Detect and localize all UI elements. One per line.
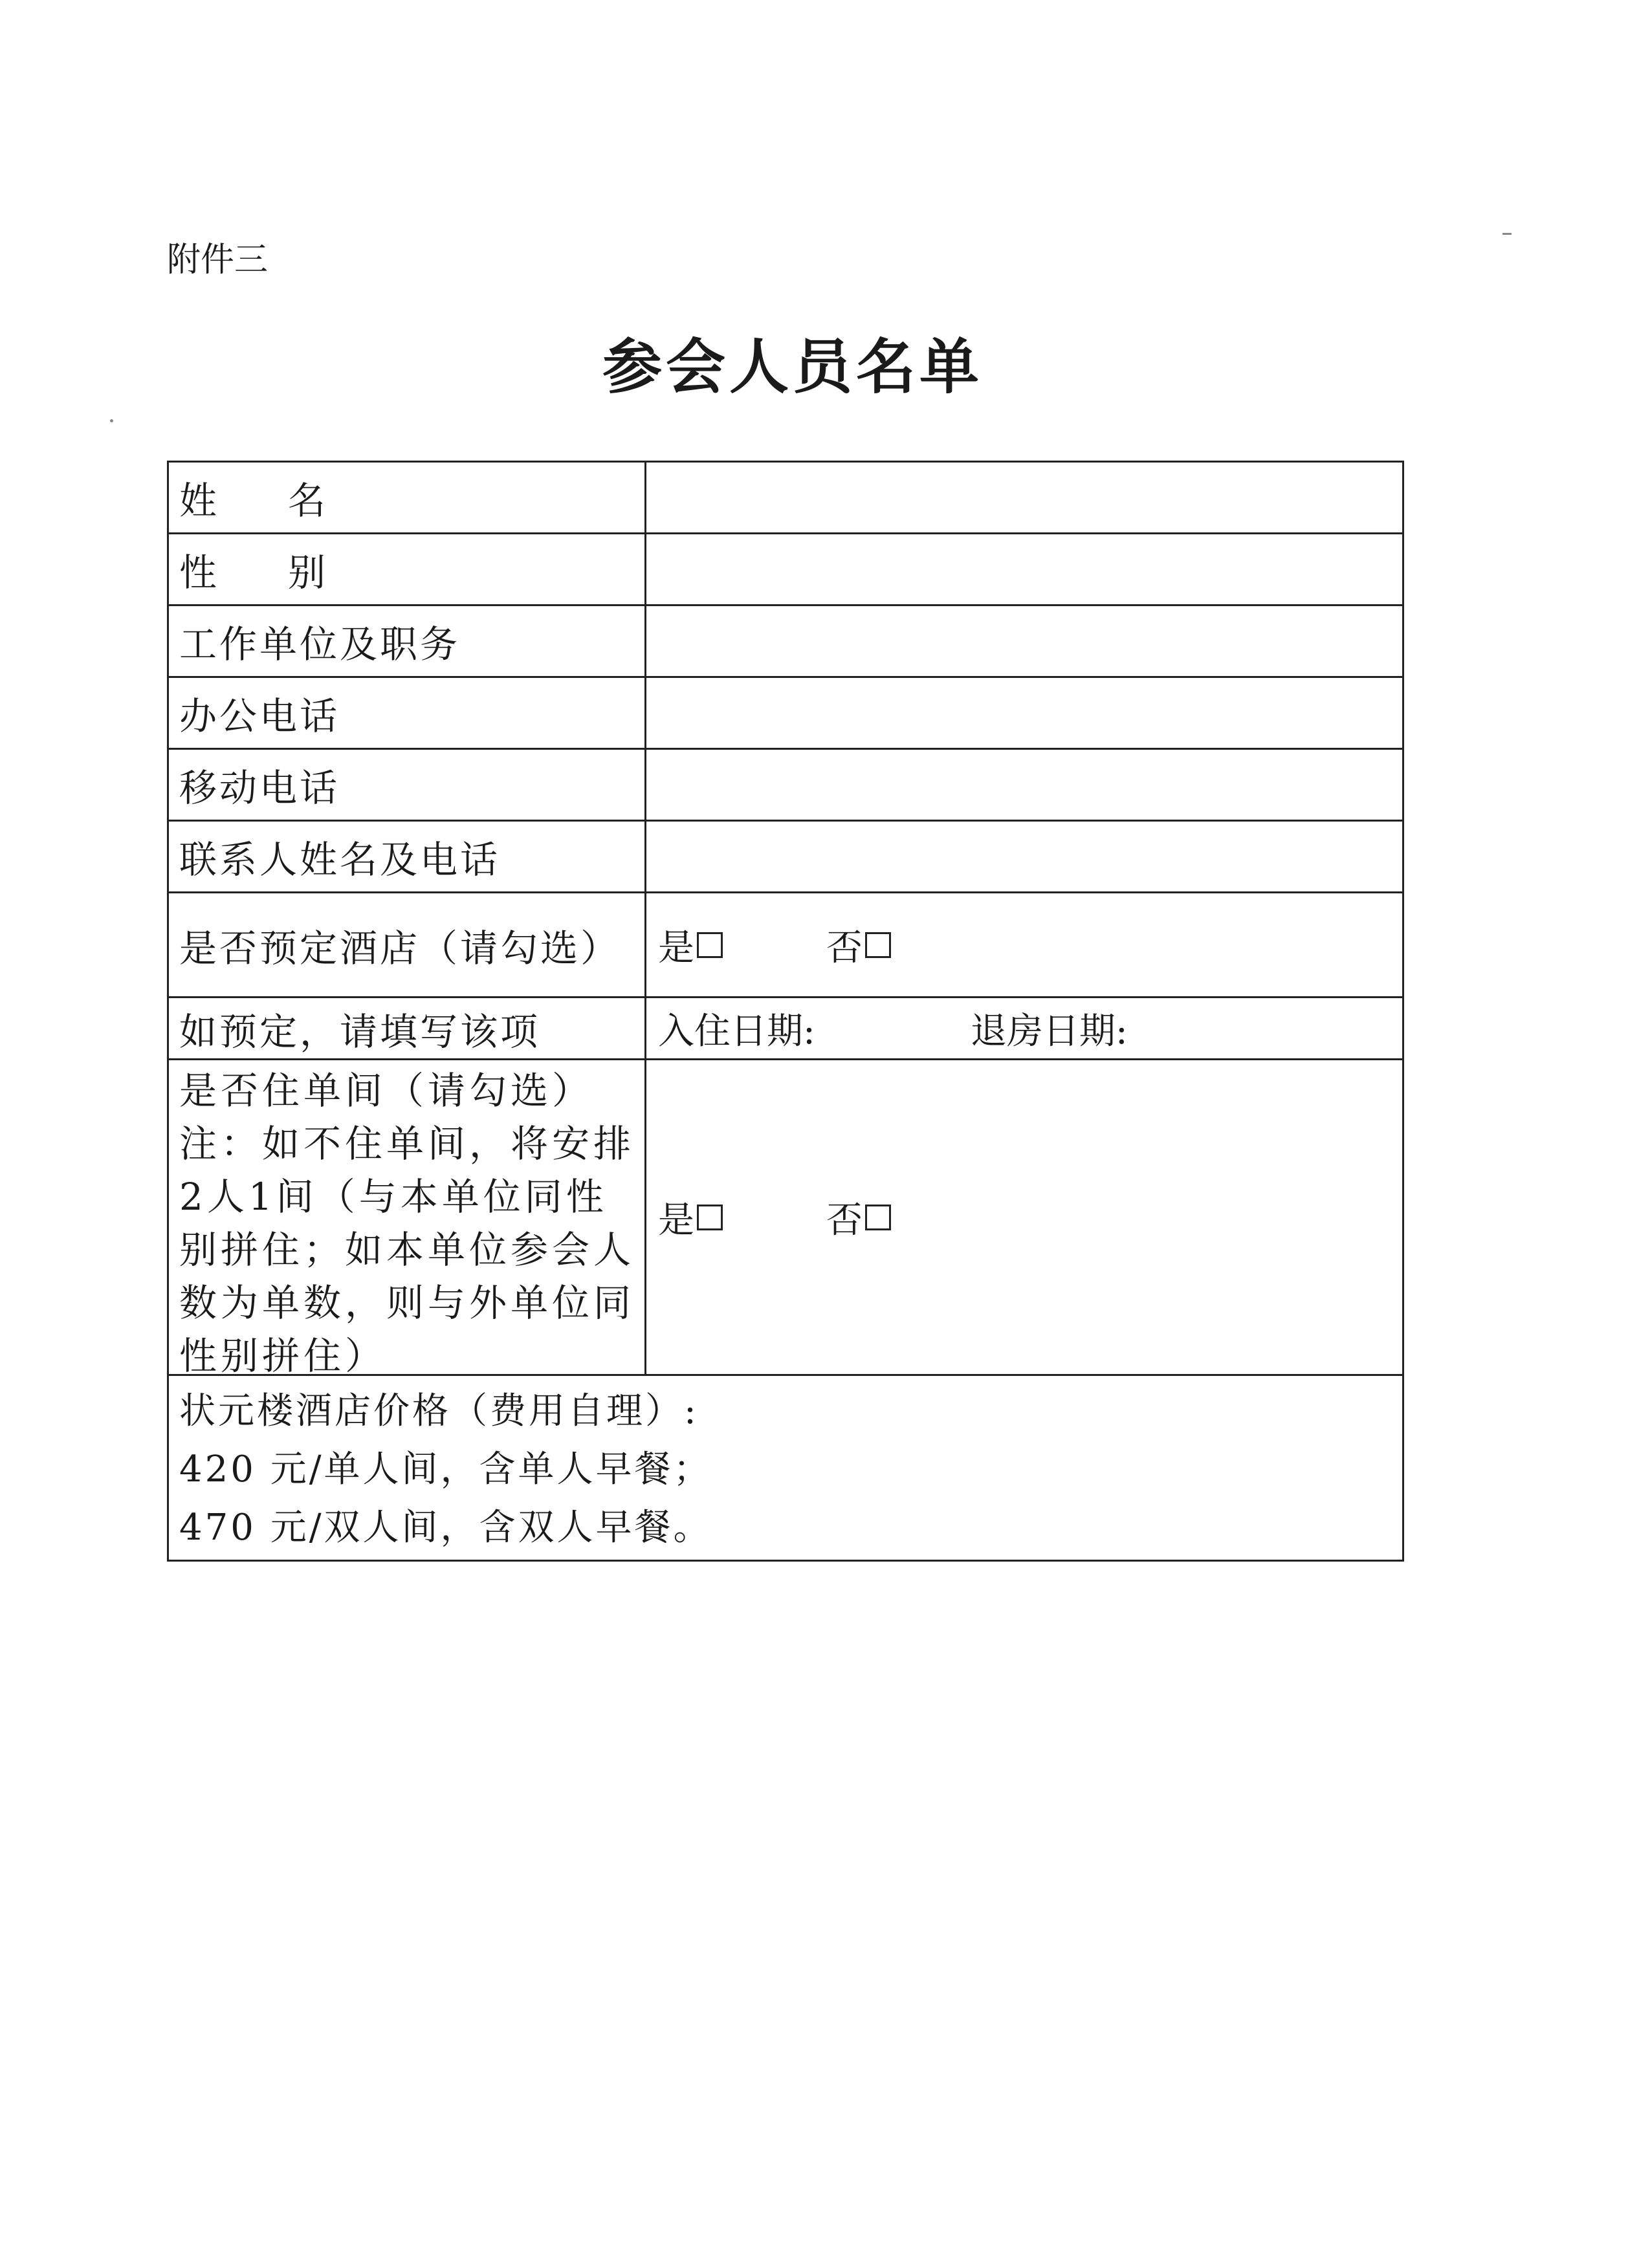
checkbox-icon[interactable]	[697, 1205, 723, 1230]
field-label-hotel-booking: 是否预定酒店（请勾选）	[169, 893, 646, 996]
field-label-contact: 联系人姓名及电话	[169, 822, 646, 891]
form-row-name	[169, 463, 1402, 534]
checkbox-icon[interactable]	[865, 932, 891, 958]
checkbox-icon[interactable]	[697, 932, 723, 958]
form-row-hotel-booking	[169, 893, 1402, 998]
form-row-single-room	[169, 1060, 1402, 1376]
option-label: 否	[826, 1199, 863, 1241]
gender-input[interactable]	[646, 534, 1402, 604]
price-single-room: 420 元/单人间，含单人早餐；	[179, 1448, 712, 1490]
form-row-mobile	[169, 750, 1402, 822]
stay-dates	[646, 998, 1402, 1058]
office-phone-input[interactable]	[646, 678, 1402, 748]
option-label: 否	[826, 926, 863, 969]
single-room-yes-option[interactable]	[658, 1192, 723, 1243]
hotel-booking-no-option[interactable]	[826, 919, 891, 971]
field-label-office-phone: 办公电话	[169, 678, 646, 748]
name-input[interactable]	[646, 463, 1402, 532]
price-double-room: 470 元/双人间，含双人早餐。	[179, 1507, 712, 1549]
field-label-employer: 工作单位及职务	[169, 606, 646, 676]
form-row-office-phone	[169, 678, 1402, 750]
label-text: 性别	[179, 551, 397, 594]
form-row-gender	[169, 534, 1402, 606]
field-label-name	[169, 463, 646, 532]
page-title: 参会人员名单	[602, 332, 983, 402]
mobile-input[interactable]	[646, 750, 1402, 820]
checkin-date-field[interactable]: 入住日期:	[658, 1010, 815, 1052]
form-row-price	[169, 1376, 1402, 1560]
scan-speck	[1502, 233, 1512, 235]
registration-form	[167, 461, 1404, 1562]
label-text: 姓名	[179, 479, 397, 523]
hotel-booking-options	[646, 893, 1402, 996]
form-row-employer	[169, 606, 1402, 678]
employer-input[interactable]	[646, 606, 1402, 676]
field-label-dates: 如预定，请填写该项	[169, 998, 646, 1058]
field-label-gender	[169, 534, 646, 604]
single-room-options	[646, 1060, 1402, 1374]
single-room-no-option[interactable]	[826, 1192, 891, 1243]
price-heading: 状元楼酒店价格（费用自理）:	[179, 1390, 699, 1432]
contact-input[interactable]	[646, 822, 1402, 891]
form-row-contact	[169, 822, 1402, 893]
attachment-label: 附件三	[167, 241, 269, 279]
field-label-single-room: 是否住单间（请勾选） 注：如不住单间，将安排 2人1间（与本单位同性 别拼住；如本单位参会人 数为单数，则与外单位同 性别拼住）	[169, 1060, 646, 1374]
checkbox-icon[interactable]	[865, 1205, 891, 1230]
field-label-mobile: 移动电话	[169, 750, 646, 820]
option-label: 是	[658, 926, 694, 969]
checkout-date-field[interactable]: 退房日期:	[970, 1010, 1128, 1052]
form-row-dates	[169, 998, 1402, 1060]
option-label: 是	[658, 1199, 694, 1241]
hotel-booking-yes-option[interactable]	[658, 919, 723, 971]
hotel-price-note	[169, 1376, 1402, 1560]
scan-speck	[110, 419, 113, 422]
